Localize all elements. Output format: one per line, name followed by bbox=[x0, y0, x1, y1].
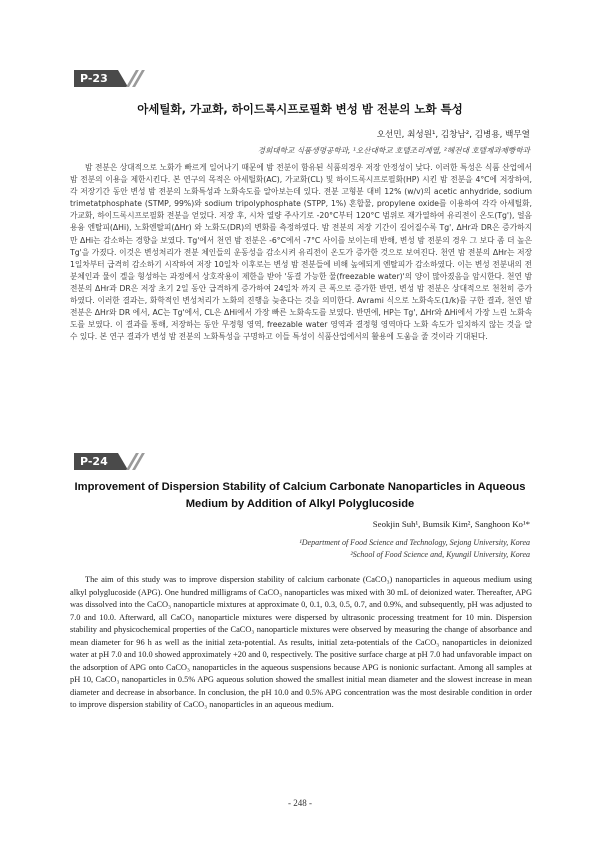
affiliation-1: ¹Department of Food Science and Technology, Sejong University, Korea bbox=[299, 538, 530, 547]
author-list: Seokjin Suh¹, Bumsik Kim², Sanghoon Ko¹* bbox=[372, 519, 530, 529]
abstract-tag: P-24 bbox=[74, 453, 118, 470]
affiliation-2: ²School of Food Science and, Kyungil University, Korea bbox=[350, 550, 530, 559]
abstract-tag: P-23 bbox=[74, 70, 118, 87]
author-list: 오선민, 최성원¹, 김창남², 김병용, 백무열 bbox=[376, 130, 530, 140]
abstract-body: 밤 전분은 상대적으로 노화가 빠르게 일어나기 때문에 밤 전분이 함유된 식품의경우 저장 안정성이 낮다. 이러한 특성은 식품 산업에서 밤 전분의 이용을 제한시킨다. 본 연구의 목적은 아세틸화(AC), 가교화(CL) 및 하이드록시프로필화(HP) 시킨 밤 전분을 4°C에 저장하여, 각 저장기간 동안 변성 밤 전분의 노화특성과 노화속도를 알아보는데 있다. 전분 고형분 대비 12% (w/v)의 acetic anhydride, sodium trimetatphosphate (STMP, 99%)와 sodium tripolyphosphate (STPP, 1%) 혼합물, propylene oxide를 이용하여 각각 아세틸화, 가교화, 하이드록시프로필화 전분을 얻었다. 저장 후, 시차 열량 주사기로 -20°C부터 120°C 범위로 재가열하여 유리전이 온도(Tg'), 얼음 용융 엔탈피(ΔHi), 노화엔탈피(ΔHr) 와 노화도(DR)의 변화를 측정하였다. 밤 전분의 저장 기간이 길어질수록 Tg', ΔHr과 DR은 증가하지만 ΔHi는 감소하는 경향을 보였다. Tg'에서 천연 밤 전분은 -6°C에서 -7°C 사이를 보이는데 반해, 변성 밤 전분의 경우 그 보다 좀 더 높은 Tg'을 가졌다. 이것은 변성처리가 전분 체인들의 운동성을 감소시켜 유리전이 온도가 증가한 것으로 보여진다. 천연 밤 전분의 ΔHr는 저장 1일차부터 급격히 감소하기 시작하여 저장 10일차 이후로는 변성 밤 전분들에 비해 높에되게 엔탈피가 감소하였다. 이는 변성 전분내의 전분체인과 물이 겔을 형성하는 과정에서 상호작용이 제한을 받아 '동결 가능한 물(freezable water)'의 양이 많아졌음을 암시한다. 천연 밤 전분의 ΔHr과 DR은 저장 초기 2일 동안 급격하게 증가하여 24일차 까지 큰 폭으로 증가한 반면, 변성 밤 전분은 상대적으로 천천히 증가하였다. 이러한 결과는, 화학적인 변성처리가 노화의 진행을 늦춘다는 것을 의미한다. Avrami 식으로 노화속도(1/k)를 구한 결과, 천연 밤 전분은 ΔHr와 DR 에서, AC는 Tg'에서, CL은 ΔHi에서 가장 빠른 노화속도를 보였다. 반면에, HP는 Tg', ΔHr와 ΔHi에서 가장 느린 노화속도를 보였다. 이 결과를 통해, 저장하는 동안 무정형 영역, freezable water 영역과 결정형 영역마다 노화 속도가 일치하지 않는 것을 알 수 있다. 본 연구 결과가 변성 밤 전분의 노화특성을 구명하고 이들 특성이 식품산업에서의 활용에 도움을 줄 것이라 기대된다. bbox=[70, 163, 532, 342]
affiliation-list: 경희대학교 식품생명공학과, ¹오산대학교 호텔조리계열, ²혜전대 호텔제과제빵학과 bbox=[257, 146, 530, 155]
abstract-body: The aim of this study was to improve dispersion stability of calcium carbonate (CaCO₃) nanoparticles in aqueous medium using alkyl polyglucoside (APG). One hundred milligrams of CaCO₃ nanoparticles was mixed with 30 mL of deionized water. Thereafter, APG was dissolved into the CaCO₃ nanoparticle mixtures at approximate 0, 0.1, 0.3, 0.5, 0.7, and 0.9%, and subsequently, pH was adjusted to 7.0 and 10.0. Afterward, all CaCO₃ nanoparticle mixtures were dispersed by ultrasonic processing treatment for 10 min. Dispersion stability and physicochemical properties of the CaCO₃ nanoparticle mixtures were observed by measuring the change of absorbance and mean diameter for 96 h as well as the initial zeta-potential. As results, initial zeta-potentials of the CaCO₃ nanoparticles in deionized water at pH 7.0 and 10.0 showed approximately +20 and 0, respectively. The positive surface charge at pH 7.0 had unfavorable impact on the adsorption of APG onto CaCO₃ nanoparticles in the aqueous suspensions because APG is nonionic surfactant. Among all samples at pH 10, CaCO₃ nanoparticles in 0.5% APG aqueous solution showed the smallest initial mean diameter and the slowest increase in mean diameter and decrease in absorbance. In conclusion, the pH 10.0 and 0.5% APG concentration was the most desirable condition in order to improve dispersion stability of CaCO₃ nanoparticles in an aqueous medium. bbox=[70, 575, 532, 709]
abstract-title: 아세틸화, 가교화, 하이드록시프로필화 변성 밤 전분의 노화 특성 bbox=[137, 102, 463, 116]
page-number: - 248 - bbox=[288, 798, 312, 808]
abstract-title: Improvement of Dispersion Stability of Calcium Carbonate Nanoparticles in Aqueous Medium by Addition of Alkyl Polyglucoside bbox=[74, 481, 526, 510]
